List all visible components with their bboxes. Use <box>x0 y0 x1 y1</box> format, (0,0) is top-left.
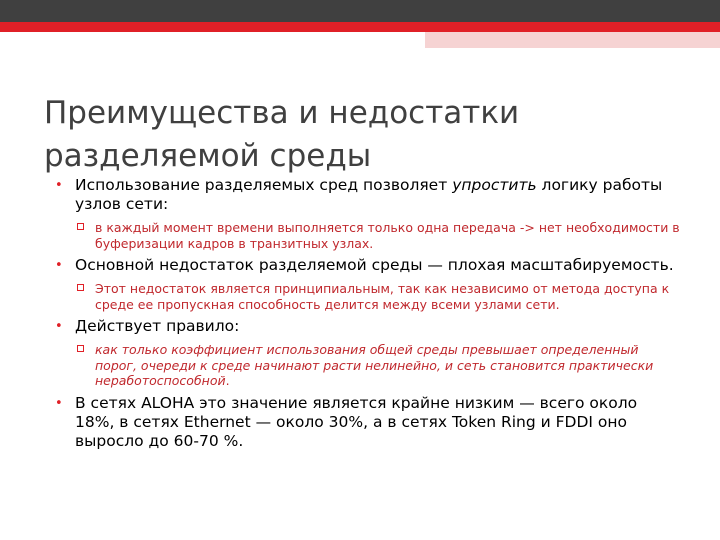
sub-bullet-text: в каждый момент времени выполняется только одна передача -> нет необходимости в буферизации кадров в транзитных узлах. <box>95 220 680 251</box>
sub-bullet-text: . <box>225 373 230 388</box>
header-pink-block <box>425 32 720 48</box>
title-line-2: разделяемой среды <box>44 138 372 174</box>
bullet-text: Использование разделяемых сред позволяет <box>75 176 453 194</box>
header-red-bar <box>0 22 720 32</box>
sub-bullet-item-1 <box>55 220 680 251</box>
bullet-item-1 <box>55 176 680 214</box>
header-white-block <box>0 32 425 48</box>
slide-content <box>55 176 680 457</box>
slide-title <box>44 92 684 178</box>
bullet-dot-icon: • <box>55 319 63 334</box>
square-bullet-icon <box>77 345 84 352</box>
title-line-1: Преимущества и недостатки <box>44 95 520 131</box>
bullet-text: логику работы узлов сети: <box>75 176 663 213</box>
bullet-dot-icon: • <box>55 258 63 273</box>
bullet-dot-icon: • <box>55 395 63 411</box>
bullet-text: В сетях ALOHA это значение является крайне низким — всего около 18%, в сетях Ethernet — около 30%, а в сетях Token Ring и FDDI оно выросло до 60-70 %. <box>75 393 638 450</box>
bullet-text: Основной недостаток разделяемой среды — плохая масштабируемость. <box>75 256 674 274</box>
sub-bullet-item-3 <box>55 342 680 389</box>
bullet-item-3 <box>55 317 680 336</box>
header-dark-bar <box>0 0 720 22</box>
bullet-item-2 <box>55 256 680 275</box>
sub-bullet-item-2 <box>55 281 680 312</box>
sub-bullet-text-italic: как только коэффициент использования общей среды превышает определенный порог, очереди к среде начинают расти нелинейно, и сеть становится практически неработоспособной <box>95 342 654 388</box>
bullet-text: Действует правило: <box>75 317 240 335</box>
bullet-text-italic: упростить <box>452 176 537 194</box>
sub-bullet-text: Этот недостаток является принципиальным, так как независимо от метода доступа к среде ее пропускная способность делится между всеми узлами сети. <box>95 281 670 312</box>
square-bullet-icon <box>77 284 84 291</box>
bullet-item-4 <box>55 394 680 451</box>
square-bullet-icon <box>77 223 84 230</box>
bullet-dot-icon: • <box>55 178 63 193</box>
